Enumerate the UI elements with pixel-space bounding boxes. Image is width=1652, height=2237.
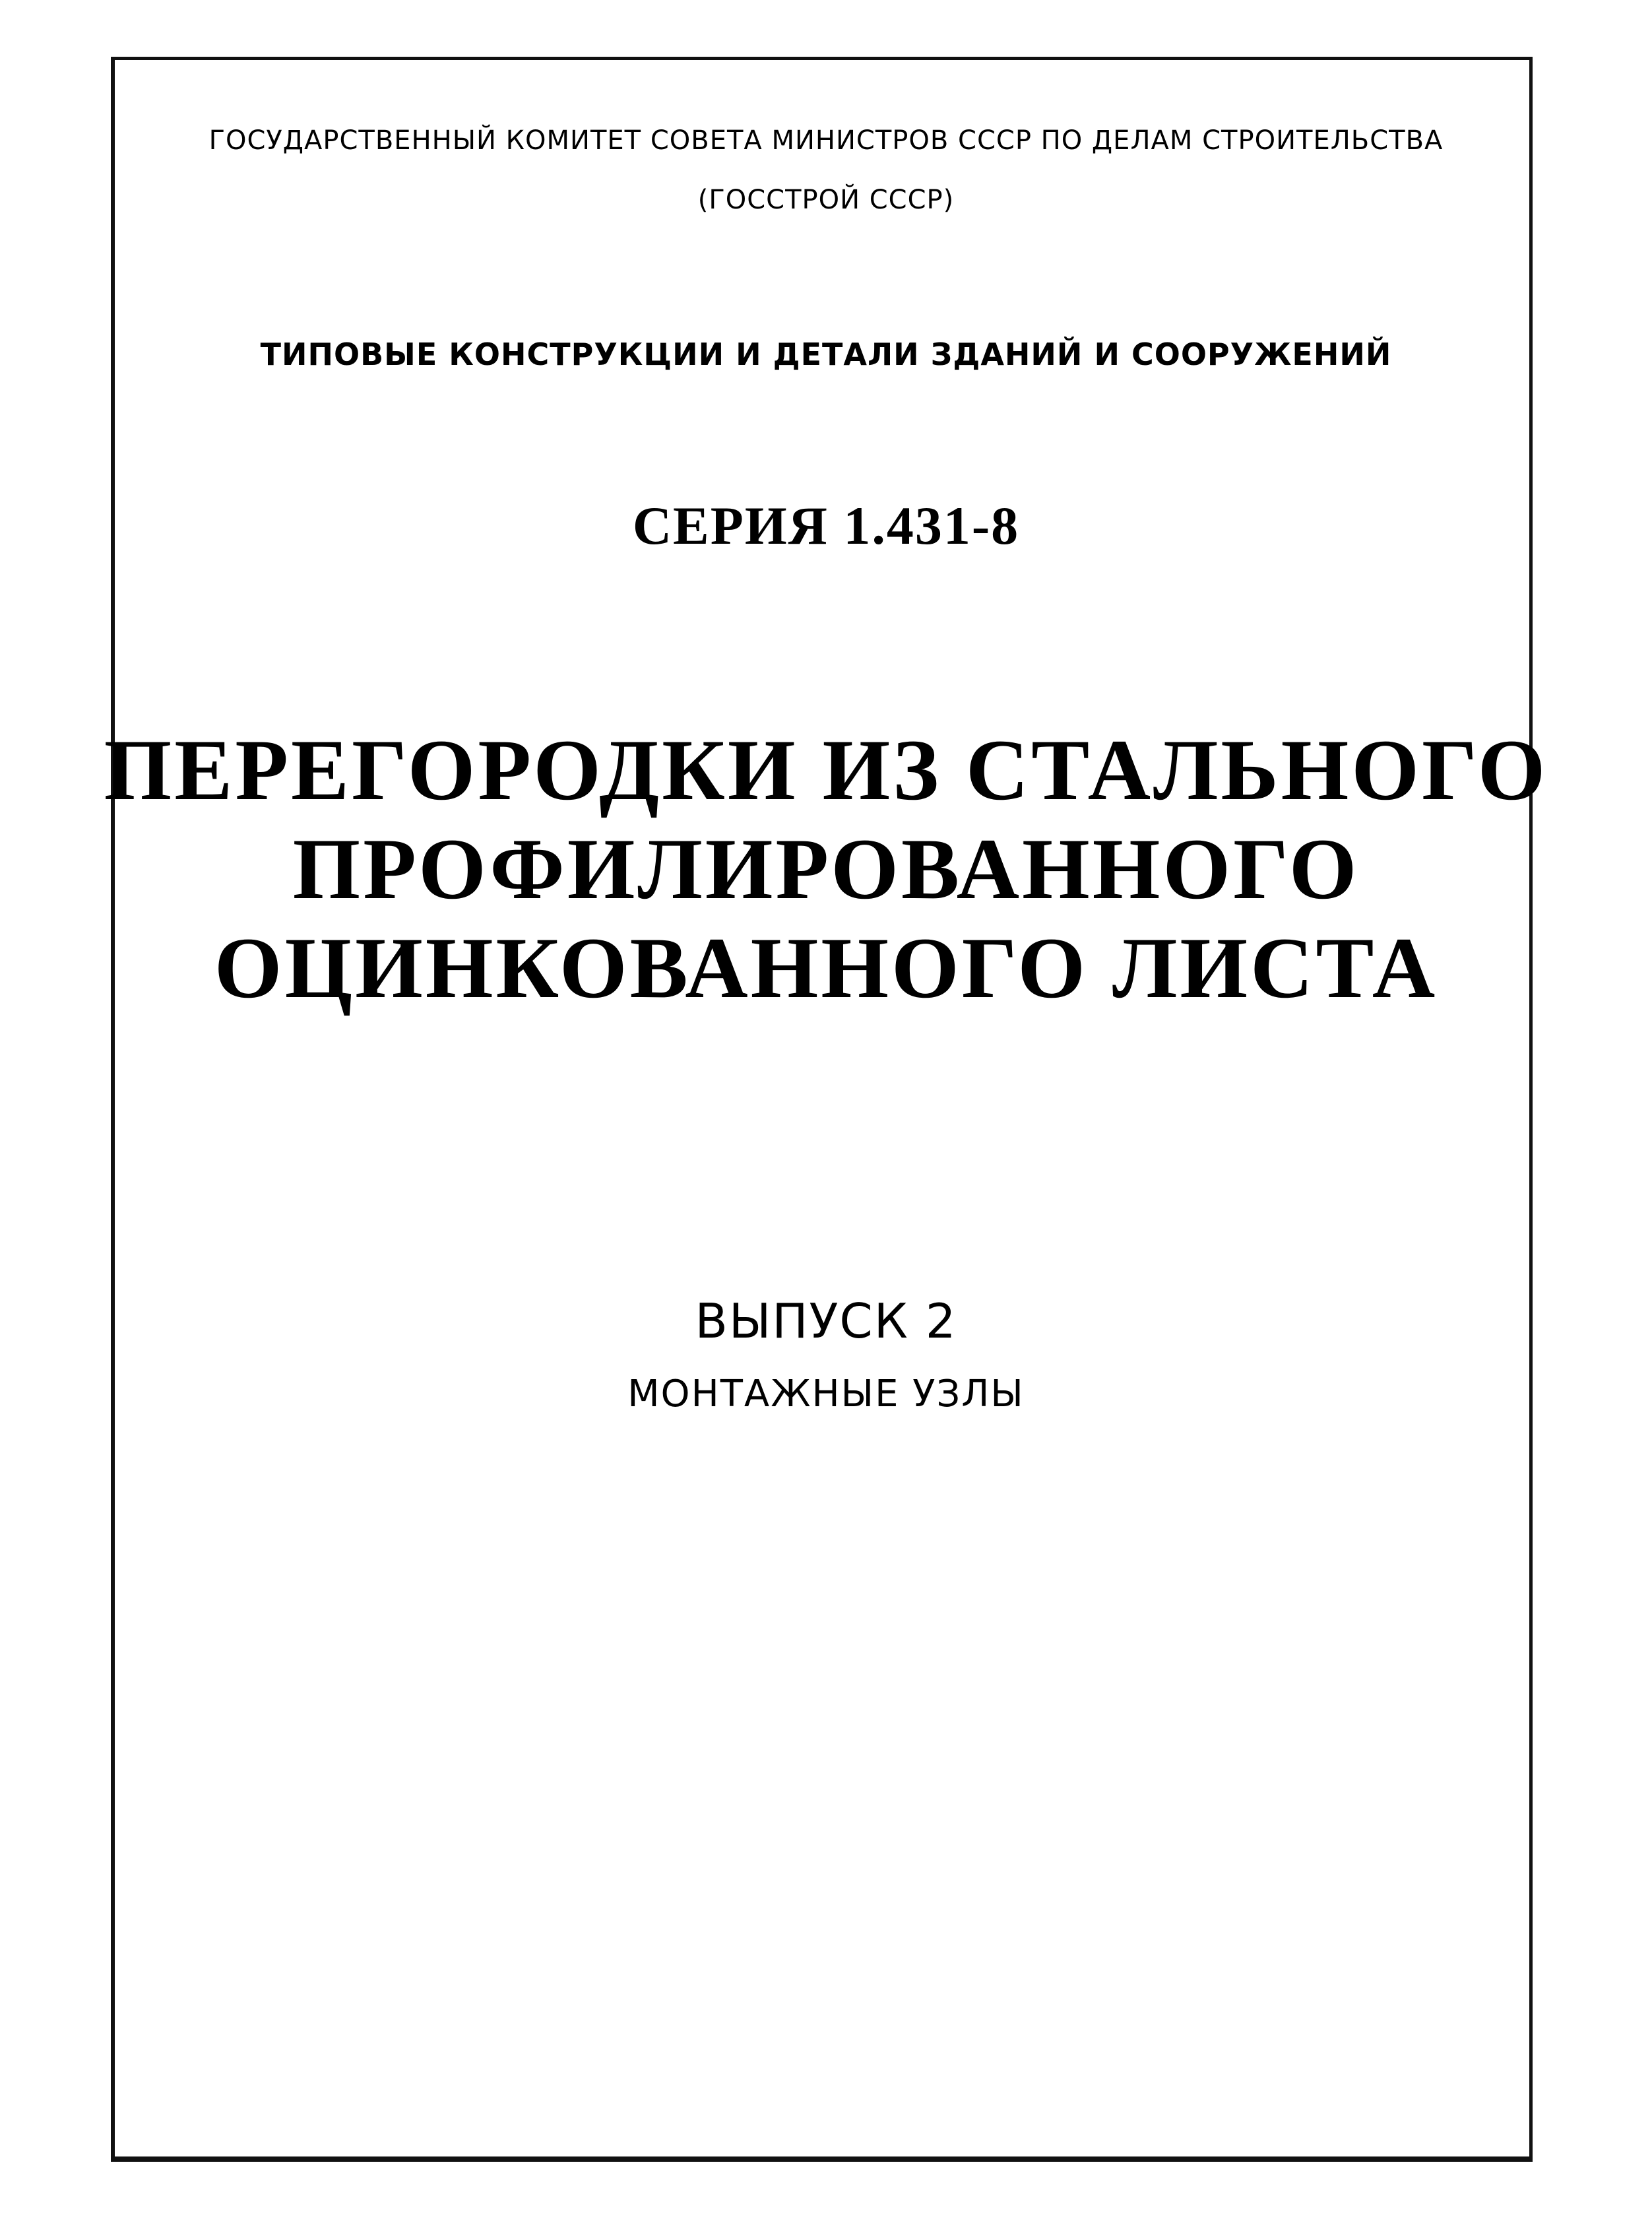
document-title-line-3: ОЦИНКОВАННОГО ЛИСТА [214,919,1438,1016]
document-title-line-1: ПЕРЕГОРОДКИ ИЗ СТАЛЬНОГО [104,721,1548,818]
committee-name: ГОСУДАРСТВЕННЫЙ КОМИТЕТ СОВЕТА МИНИСТРОВ СССР ПО ДЕЛАМ СТРОИТЕЛЬСТВА [208,125,1444,156]
issue-subtitle: МОНТАЖНЫЕ УЗЛЫ [627,1373,1025,1415]
issue-number: ВЫПУСК 2 [695,1293,957,1349]
page-border [111,57,1533,2162]
document-title-line-2: ПРОФИЛИРОВАННОГО [292,820,1360,917]
committee-abbreviation: (ГОССТРОЙ СССР) [697,185,955,215]
series-number: СЕРИЯ 1.431-8 [632,496,1020,556]
collection-title: ТИПОВЫЕ КОНСТРУКЦИИ И ДЕТАЛИ ЗДАНИЙ И СООРУЖЕНИЙ [260,337,1392,372]
